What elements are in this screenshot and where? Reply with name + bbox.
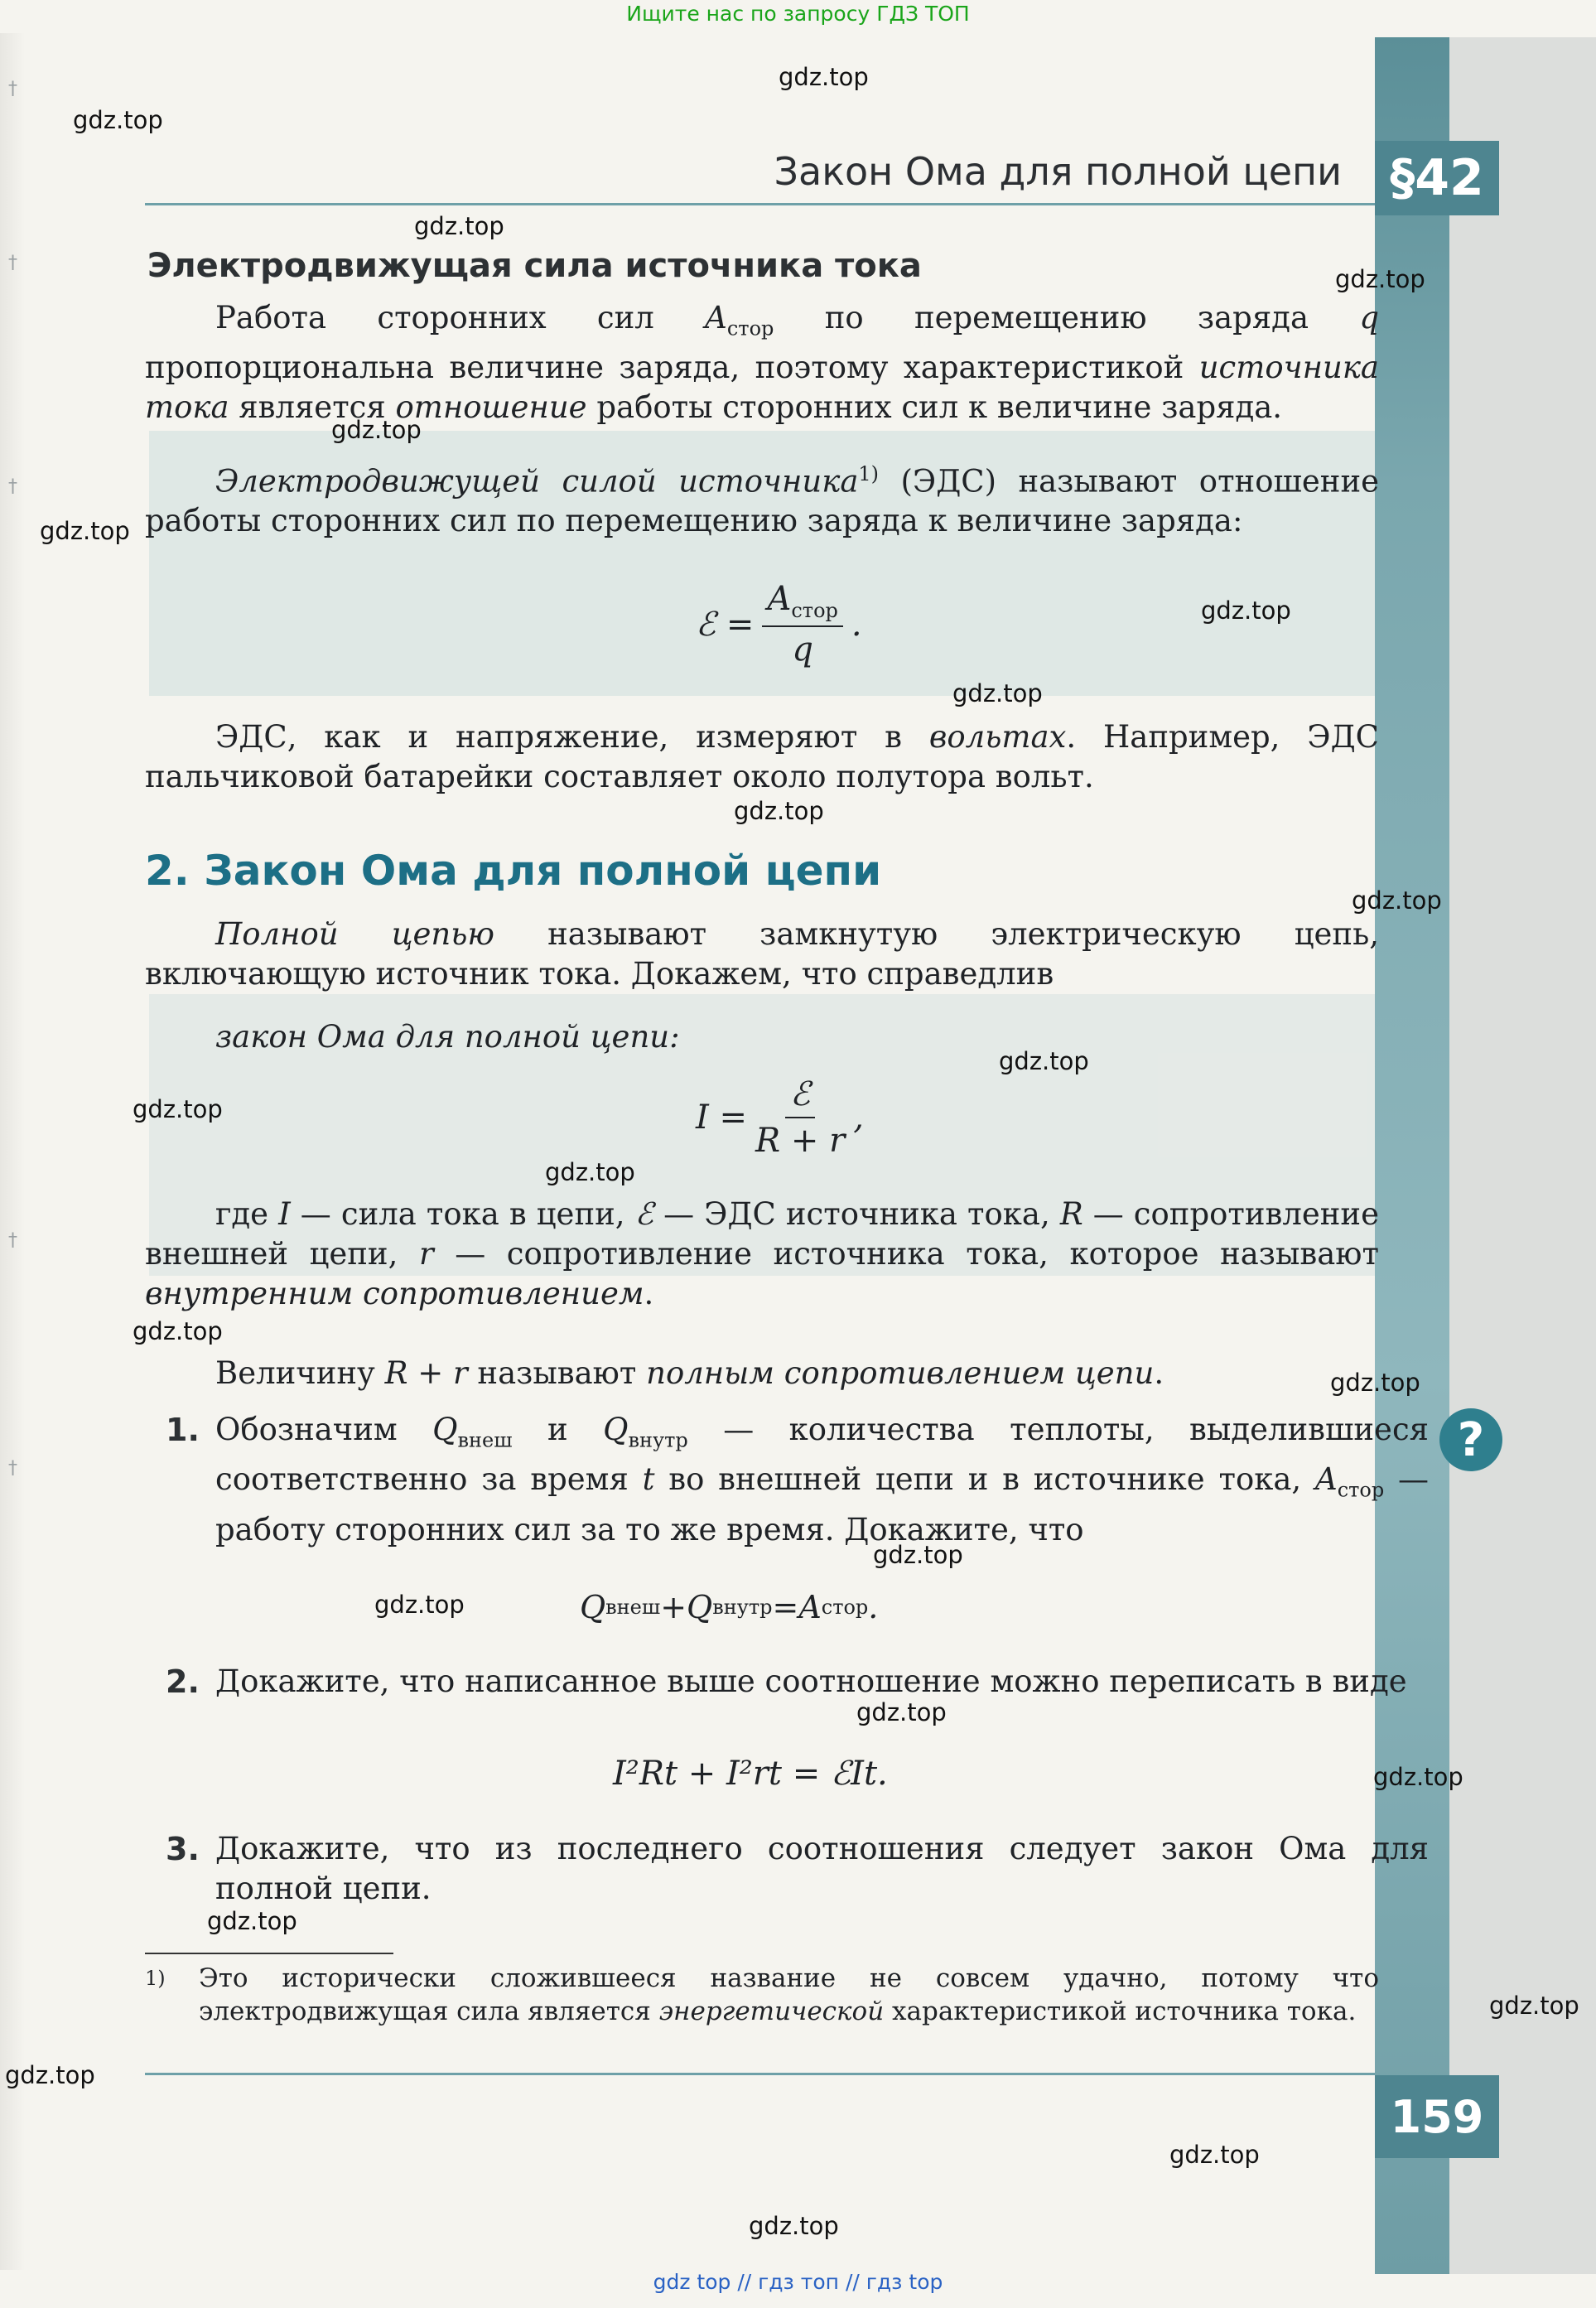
watermark: gdz.top: [1335, 265, 1425, 293]
watermark: gdz.top: [1330, 1369, 1420, 1397]
margin-mark: †: [8, 1458, 17, 1479]
paragraph-symbols: где I — сила тока в цепи, ℰ — ЭДС источника тока, R — сопротивление внешней цепи, r — сопротивление источника тока, которое называют внутренним сопротивлением.: [145, 1196, 1379, 1311]
watermark: gdz.top: [1201, 596, 1291, 625]
law-label: закон Ома для полной цепи:: [215, 1019, 680, 1055]
watermark: gdz.top: [1169, 2141, 1260, 2169]
margin-mark: †: [8, 1230, 17, 1251]
watermark: gdz.top: [1489, 1992, 1579, 2020]
watermark: gdz.top: [374, 1591, 465, 1619]
header-divider: [145, 203, 1375, 205]
watermark: gdz.top: [779, 63, 869, 91]
watermark: gdz.top: [133, 1095, 223, 1123]
watermark: gdz.top: [999, 1047, 1089, 1075]
bottom-links[interactable]: gdz top // гдз топ // гдз top: [653, 2270, 943, 2294]
paragraph-full-circuit: Полной цепью называют замкнутую электрическую цепь, включающую источник тока. Докажем, что справедлив: [145, 916, 1379, 992]
question-item: 3. Докажите, что из последнего соотношения следует закон Ома для полной цепи.: [166, 1831, 1429, 1906]
watermark: gdz.top: [5, 2061, 95, 2089]
running-header-title: Закон Ома для полной цепи: [774, 149, 1342, 194]
footnote: 1) Это исторически сложившееся название не совсем удачно, потому что электродвижущая сила является энергетической характеристикой источника тока.: [145, 1963, 1379, 2026]
margin-mark: †: [8, 476, 17, 497]
question-item: 1. Обозначим $Q_{внеш}$ и $Q_{внутр}$ — количества теплоты, выделившиеся соответственно за время t во внешней цепи и в источнике тока, $A_{стор}$ — работу сторонних сил за то же время. Докажите, что: [166, 1412, 1430, 1548]
paragraph-emf-units: ЭДС, как и напряжение, измеряют в вольтах. Например, ЭДС пальчиковой батарейки составляет около полутора вольт.: [145, 719, 1379, 794]
question-mark-icon: ?: [1439, 1408, 1502, 1471]
watermark: gdz.top: [873, 1541, 963, 1569]
section-heading-ohm-law: 2. Закон Ома для полной цепи: [145, 847, 882, 895]
margin-mark: †: [8, 253, 17, 273]
page-binding-edge: [0, 33, 25, 2270]
subsection-heading: Электродвижущая сила источника тока: [147, 247, 922, 285]
watermark: gdz.top: [545, 1158, 635, 1186]
chapter-color-band: [1375, 37, 1449, 2274]
watermark: gdz.top: [40, 517, 130, 545]
section-number-badge: §42: [1375, 141, 1499, 215]
formula-ohm-law: I = $\frac{\text{ℰ}}{R + r}$ ,: [696, 1075, 864, 1160]
formula-energy-balance: Q внеш + Q внутр = A стор .: [580, 1589, 879, 1625]
watermark: gdz.top: [1373, 1763, 1463, 1791]
watermark: gdz.top: [749, 2212, 839, 2240]
watermark: gdz.top: [734, 797, 824, 825]
watermark: gdz.top: [414, 212, 504, 240]
watermark: gdz.top: [207, 1907, 297, 1935]
footer-divider: [145, 2073, 1375, 2075]
formula-emf: ℰ = $\frac{A_{стор}}{q}$ .: [696, 580, 862, 669]
margin-mark: †: [8, 79, 17, 99]
question-item: 2. Докажите, что написанное выше соотношение можно переписать в виде: [166, 1663, 1407, 1700]
outer-margin: [1449, 37, 1596, 2274]
watermark: gdz.top: [73, 106, 163, 134]
footnote-divider: [145, 1953, 393, 1954]
top-search-banner[interactable]: Ищите нас по запросу ГДЗ ТОП: [626, 2, 970, 26]
watermark: gdz.top: [952, 679, 1043, 707]
formula-joule: I²Rt + I²rt = ℰIt.: [613, 1755, 888, 1793]
page-number: 159: [1375, 2075, 1499, 2158]
watermark: gdz.top: [1352, 886, 1442, 915]
watermark: gdz.top: [331, 416, 422, 444]
paragraph-emf-definition: Электродвижущей силой источника$^{1)}$ (ЭДС) называют отношение работы сторонних сил по перемещению заряда к величине заряда:: [145, 462, 1379, 539]
watermark: gdz.top: [856, 1698, 947, 1726]
paragraph-work-of-forces: Работа сторонних сил $A_{стор}$ по перемещению заряда q пропорциональна величине заряда, поэтому характеристикой источника тока является отношение работы сторонних сил к величине заряда.: [145, 300, 1379, 426]
watermark: gdz.top: [133, 1317, 223, 1345]
paragraph-total-resistance: Величину R + r называют полным сопротивлением цепи.: [215, 1355, 1164, 1391]
